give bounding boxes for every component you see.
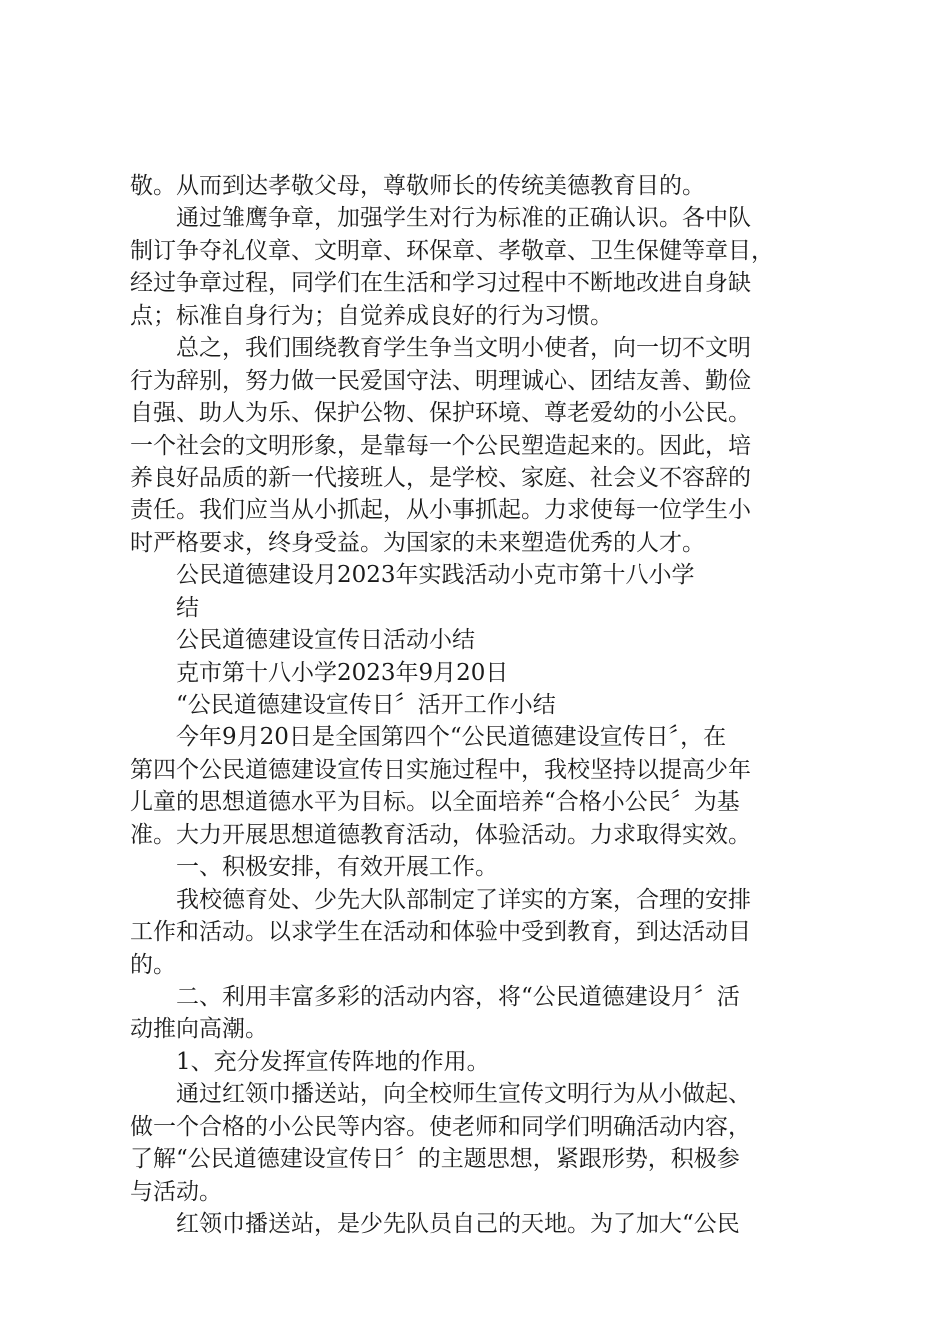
- text-line: 经过争章过程，同学们在生活和学习过程中不断地改进自身缺: [130, 270, 751, 297]
- text-line: 与活动。: [130, 1178, 222, 1205]
- text-line: 准。大力开展思想道德教育活动，体验活动。力求取得实效。: [130, 821, 751, 848]
- text-line: 公民道德建设宣传日活动小结: [176, 627, 475, 654]
- text-line: 了解“公民道德建设宣传日〞的主题思想，紧跟形势，积极参: [130, 1146, 740, 1173]
- text-line: 一、积极安排，有效开展工作。: [176, 854, 498, 881]
- text-line: 做一个合格的小公民等内容。使老师和同学们明确活动内容，: [130, 1113, 751, 1140]
- text-line: 敬。从而到达孝敬父母，尊敬师长的传统美德教育目的。: [130, 173, 705, 199]
- text-line: 公民道德建设月2023年实践活动小克市第十八小学: [176, 562, 695, 589]
- text-line: 行为辞别，努力做一民爱国守法、明理诚心、团结友善、勤俭: [130, 367, 751, 394]
- text-line: 制订争夺礼仪章、文明章、环保章、孝敬章、卫生保健等章目，: [130, 237, 774, 264]
- text-line: 克市第十八小学2023年9月20日: [176, 659, 509, 686]
- text-line: 通过雏鹰争章，加强学生对行为标准的正确认识。各中队: [176, 205, 751, 232]
- text-line: 总之，我们围绕教育学生争当文明小使者，向一切不文明: [176, 335, 751, 362]
- text-line: 动推向高潮。: [130, 1016, 268, 1043]
- text-line: 今年9月20日是全国第四个“公民道德建设宣传日〞，在: [176, 724, 727, 751]
- document-body: [130, 170, 830, 1240]
- text-line: 儿童的思想道德水平为目标。以全面培养“合格小公民〞为基: [130, 789, 740, 816]
- text-line: 一个社会的文明形象，是靠每一个公民塑造起来的。因此，培: [130, 432, 751, 459]
- text-line: 自强、助人为乐、保护公物、保护环境、尊老爱幼的小公民。: [130, 400, 751, 427]
- text-line: 二、利用丰富多彩的活动内容，将“公民道德建设月〞活: [176, 983, 740, 1010]
- text-line: 养良好品质的新一代接班人，是学校、家庭、社会义不容辞的: [130, 464, 751, 491]
- text-line: 的。: [130, 951, 176, 978]
- text-line: 结: [176, 594, 199, 621]
- text-line: 点；标准自身行为；自觉养成良好的行为习惯。: [130, 302, 613, 329]
- text-line: “公民道德建设宣传日〞活开工作小结: [176, 692, 556, 718]
- text-line: 我校德育处、少先大队部制定了详实的方案，合理的安排: [176, 886, 751, 913]
- text-line: 工作和活动。以求学生在活动和体验中受到教育，到达活动目: [130, 919, 751, 946]
- text-line: 责任。我们应当从小抓起，从小事抓起。力求使每一位学生小: [130, 497, 751, 524]
- text-line: 第四个公民道德建设宣传日实施过程中，我校坚持以提高少年: [130, 756, 751, 783]
- text-line: 时严格要求，终身受益。为国家的未来塑造优秀的人才。: [130, 529, 705, 556]
- text-line: 红领巾播送站，是少先队员自己的天地。为了加大“公民: [176, 1211, 740, 1237]
- text-line: 通过红领巾播送站，向全校师生宣传文明行为从小做起、: [176, 1081, 751, 1108]
- text-line: 1、充分发挥宣传阵地的作用。: [176, 1048, 490, 1075]
